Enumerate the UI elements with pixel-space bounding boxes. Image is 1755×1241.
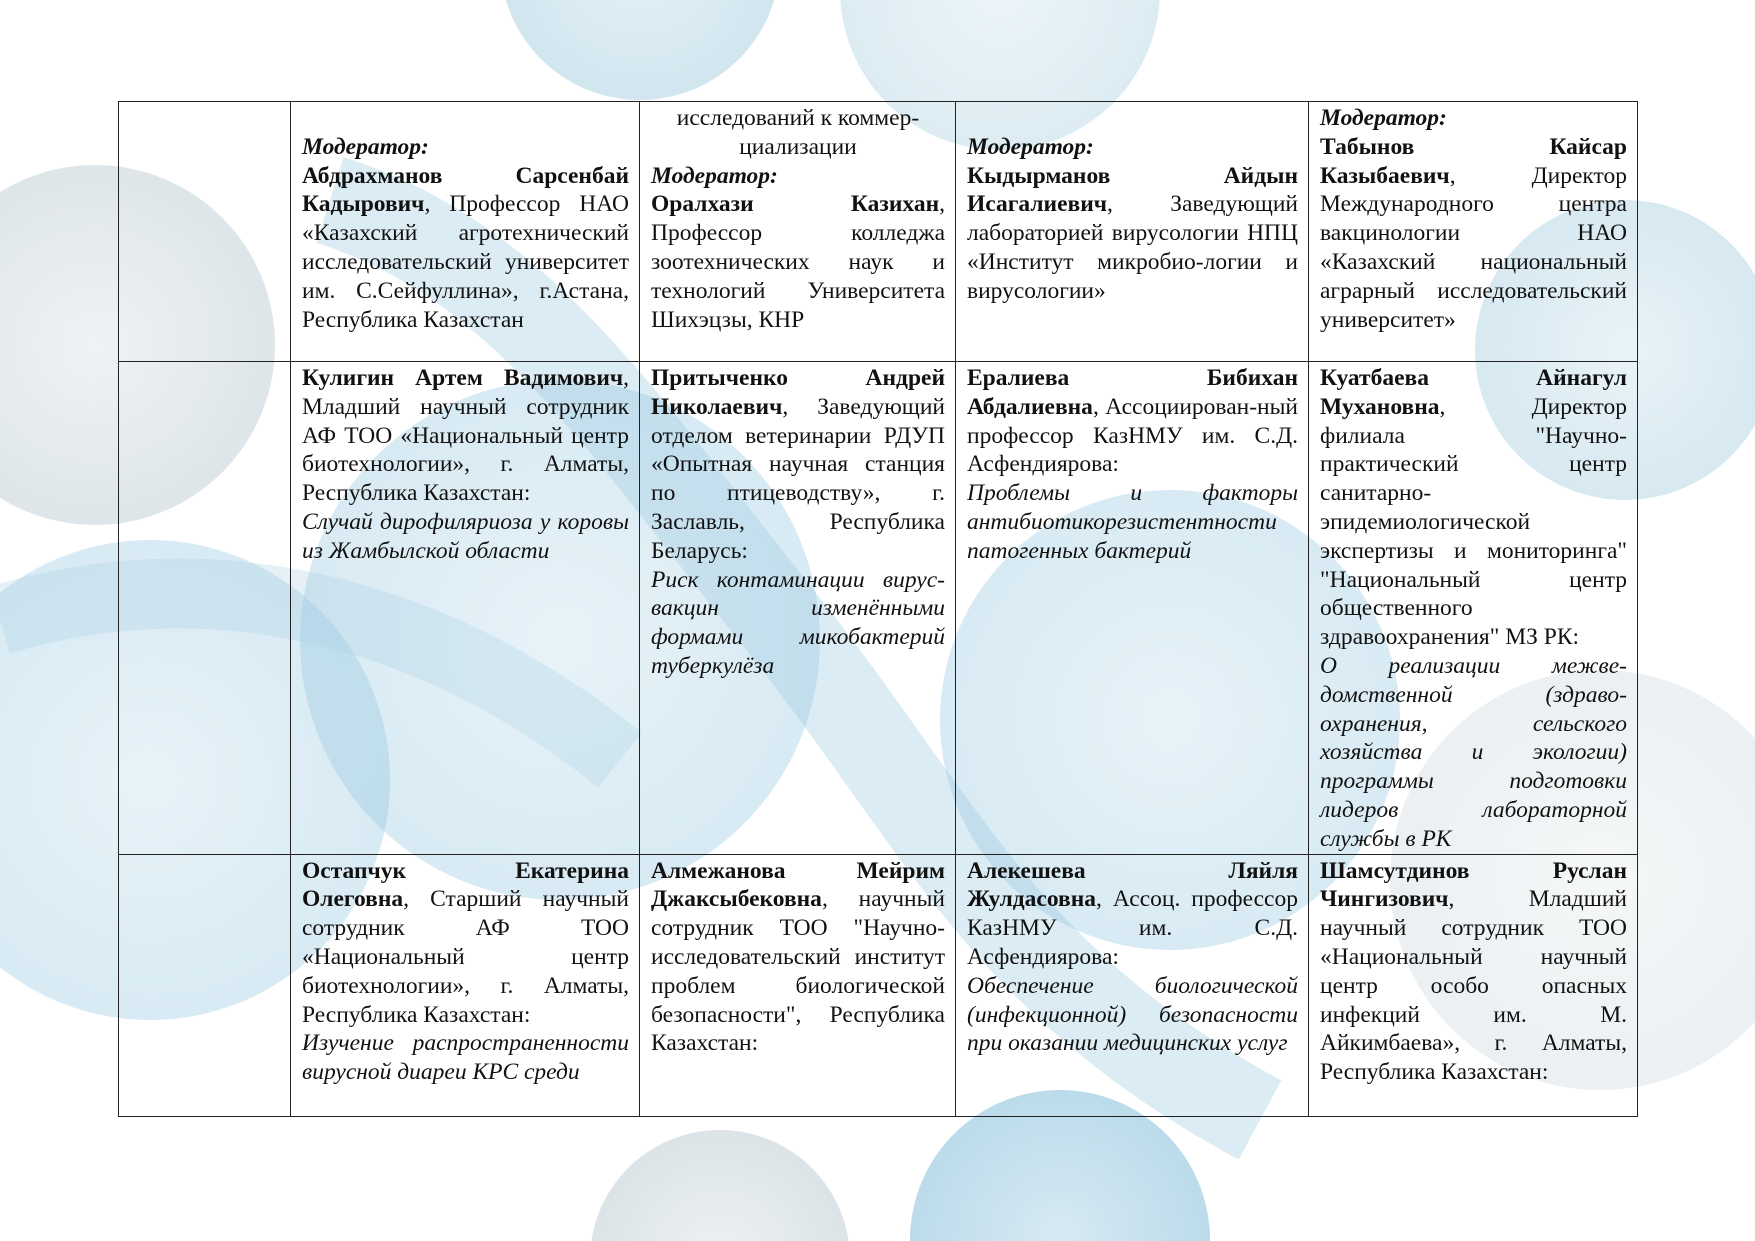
speaker-affiliation: , научный сотрудник ТОО "Научно-исследовательский институт проблем биологической безопасности", Республика Казахстан: [651,886,945,1057]
speaker-name: Куатбаева Айнагул Мухановна [1320,365,1627,420]
talk-topic: Случай дирофиляриоза у коровы из Жамбылской области [302,508,629,564]
moderator-label: Модератор: [967,133,1094,160]
speaker-affiliation: , Старший научный сотрудник АФ ТОО «Национальный центр биотехнологии», г. Алматы, Республика Казахстан: [302,886,629,1028]
table-row [119,102,1638,362]
moderator-affiliation: , Профессор колледжа зоотехнических наук и технологий Университета Шихэцзы, КНР [651,191,945,333]
row-label-cell [119,362,291,855]
moderator-label: Модератор: [302,133,429,160]
moderator-cell [640,102,956,362]
speaker-affiliation: , Ассоц. профессор КазНМУ им. С.Д. Асфендиярова: [967,886,1298,970]
speaker-name: Кулигин Артем Вадимович [302,365,624,391]
moderator-name: Оралхази Казихан [651,191,940,218]
speaker-name: Остапчук Екатерина Олеговна [302,857,629,913]
speaker-cell [956,854,1309,1116]
moderator-name: Абдрахманов Сарсенбай Кадырович [302,162,629,218]
moderator-affiliation: , Заведующий лабораторией вирусологии НПЦ «Институт микробио-логии и вирусологии» [967,191,1298,304]
speaker-cell [291,362,640,855]
moderator-label: Модератор: [1320,105,1447,131]
talk-topic: О реализации межве-домственной (здраво-охранения, сельского хозяйства и экологии) программы подготовки лидеров лабораторной службы в РК [1320,652,1627,852]
speaker-name: Алмежанова Мейрим Джаксыбековна [651,857,945,913]
speaker-cell [640,362,956,855]
moderator-cell [291,102,640,362]
moderator-cell [956,102,1309,362]
speaker-affiliation: , Младший научный сотрудник АФ ТОО «Национальный центр биотехнологии», г. Алматы, Республика Казахстан: [302,365,629,507]
moderator-name: Табынов Кайсар Казыбаевич [1320,133,1627,189]
speaker-cell [291,854,640,1116]
row-label-cell [119,102,291,362]
speaker-cell [640,854,956,1116]
program-table [118,101,1638,1117]
moderator-affiliation: , Профессор НАО «Казахский агротехнический исследовательский университет им. С.Сейфуллина», г.Астана, Республика Казахстан [302,191,629,333]
speaker-name: Притыченко Андрей Николаевич [651,365,945,420]
moderator-affiliation: , Директор Международного центра вакцинологии НАО «Казахский национальный аграрный исследовательский университет» [1320,162,1627,333]
moderator-label: Модератор: [651,162,778,189]
session-title-continuation: исследований к коммер-циализации [676,105,920,160]
talk-topic: Обеспечение биологической (инфекционной) безопасности при оказании медицинских услуг [967,972,1298,1057]
speaker-affiliation: , Заведующий отделом ветеринарии РДУП «Опытная научная станция по птицеводству», г. Заславль, Республика Беларусь: [651,393,945,564]
table-row [119,854,1638,1116]
speaker-affiliation: , Директор филиала "Научно-практический центр санитарно-эпидемиологической экспертизы и мониторинга" "Национальный центр общественного здравоохранения" МЗ РК: [1320,393,1627,651]
talk-topic: Риск контаминации вирус-вакцин изменёнными формами микобактерий туберкулёза [651,566,945,679]
speaker-affiliation: , Ассоциирован-ный профессор КазНМУ им. С.Д. Асфендиярова: [967,393,1298,478]
speaker-name: Ералиева Бибихан Абдалиевна [967,365,1298,420]
table-row [119,362,1638,855]
row-label-cell [119,854,291,1116]
speaker-name: Алекешева Ляйля Жулдасовна [967,857,1298,913]
speaker-name: Шамсутдинов Руслан Чингизович [1320,857,1627,913]
moderator-cell [1309,102,1638,362]
speaker-affiliation: , Младший научный сотрудник ТОО «Национальный научный центр особо опасных инфекций им. М. Айкимбаева», г. Алматы, Республика Казахстан: [1320,886,1627,1086]
talk-topic: Изучение распространенности вирусной диареи КРС среди [302,1030,629,1086]
speaker-cell [956,362,1309,855]
moderator-name: Кыдырманов Айдын Исагалиевич [967,162,1298,218]
speaker-cell [1309,362,1638,855]
talk-topic: Проблемы и факторы антибиотикорезистентности патогенных бактерий [967,480,1298,564]
speaker-cell [1309,854,1638,1116]
